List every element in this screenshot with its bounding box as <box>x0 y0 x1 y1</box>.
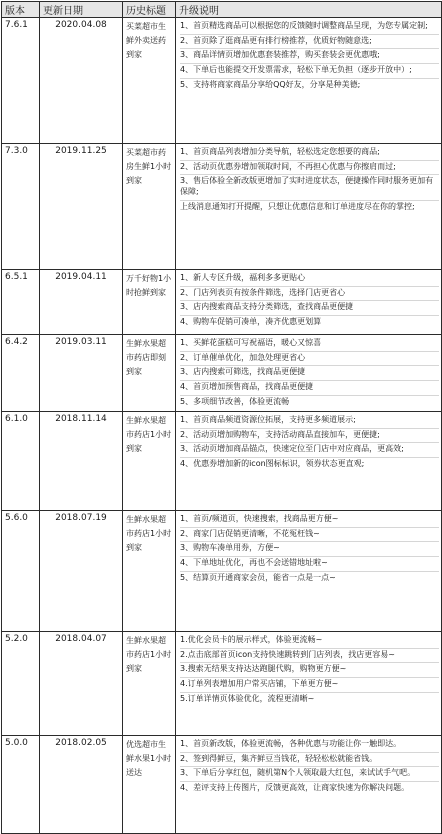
note-item: 2、商家门店促销更清晰，不花冤枉钱~ <box>180 528 439 543</box>
note-item: 2.点击底部首页icon支持快速跳转到门店列表，找店更容易~ <box>180 649 439 664</box>
note-item: 1.优化会员卡的展示样式，体验更流畅~ <box>180 634 439 649</box>
note-item: 2、活动页优惠券增加领取时间，不再担心优惠与你擦肩而过; <box>180 161 439 176</box>
note-item: 1、首页商品列表增加分类导航，轻松选定您想要的商品; <box>180 146 439 161</box>
note-item: 1、首页新改版，体验更流畅，各种优惠与功能让你一触即达。 <box>180 738 439 753</box>
date-cell: 2019.04.11 <box>40 270 123 335</box>
title-cell: 优选超市生鲜水果1小时送达 <box>123 736 176 834</box>
title-cell: 生鲜水果超市药店1小时到家 <box>123 632 176 736</box>
note-item: 3、活动页增加商品锚点，快速定位至门店中对应商品，更高效; <box>180 443 439 458</box>
note-item: 3、商品详情页增加优惠套装推荐，购买套装会更优惠哦; <box>180 49 439 64</box>
note-item: 4.订单列表增加用户常买店铺，下单更方便~ <box>180 678 439 693</box>
notes-cell <box>176 270 442 335</box>
table-row <box>2 632 442 736</box>
version-cell: 7.3.0 <box>2 144 40 270</box>
table-row <box>2 335 442 412</box>
note-item: 2、门店列表页有按条件筛选，选择门店更省心 <box>180 287 439 302</box>
note-item: 3、下单后分享红包，随机第N个人领取最大红包，来试试手气吧。 <box>180 767 439 782</box>
header-date: 更新日期 <box>40 2 123 18</box>
note-item: 3.搜索无结果支持达达跑腿代购，购物更方便~ <box>180 663 439 678</box>
note-item: 5.订单详情页体验优化，流程更清晰~ <box>180 693 315 703</box>
note-item: 2、活动页增加购物车，支持活动商品直接加车，更便捷; <box>180 429 439 444</box>
notes-cell <box>176 511 442 632</box>
note-item: 3、售后体验全新改版更增加了实时进度状态，便捷操作同时服务更加有保障; <box>180 175 439 200</box>
title-cell: 买菜超市生鲜外卖送药到家 <box>123 18 176 144</box>
title-cell: 买菜超市药房生鲜1小时到家 <box>123 144 176 270</box>
note-item: 2、签到得鲜豆，集齐鲜豆当钱花，轻轻松松就能省钱。 <box>180 753 439 768</box>
date-cell: 2018.11.14 <box>40 412 123 511</box>
date-cell: 2018.02.05 <box>40 736 123 834</box>
notes-cell <box>176 335 442 412</box>
note-item: 4、下单地址优化，再也不会送错地址啦~ <box>180 557 439 572</box>
header-title: 历史标题 <box>123 2 176 18</box>
table-row <box>2 412 442 511</box>
version-cell: 7.6.1 <box>2 18 40 144</box>
note-item: 4、购物车促销可凑单，凑齐优惠更划算 <box>180 317 322 327</box>
title-cell: 生鲜水果超市药店1小时到家 <box>123 511 176 632</box>
header-notes: 升级说明 <box>176 2 442 18</box>
title-cell: 生鲜水果超市药店1小时到家 <box>123 412 176 511</box>
note-item: 上线消息通知打开提醒，只想让优惠信息和订单进度尽在你的掌控; <box>180 201 415 211</box>
table-row <box>2 511 442 632</box>
date-cell: 2019.03.11 <box>40 335 123 412</box>
table-row <box>2 270 442 335</box>
date-cell: 2018.04.07 <box>40 632 123 736</box>
notes-cell <box>176 632 442 736</box>
notes-cell <box>176 144 442 270</box>
title-cell: 万千好物1小时抢鲜到家 <box>123 270 176 335</box>
version-cell: 6.5.1 <box>2 270 40 335</box>
note-item: 1、首页精选商品可以根据您的反馈随时调整商品呈现，为您专属定制; <box>180 20 439 35</box>
note-item: 1、买鲜花蛋糕可写祝福语，暖心又惊喜 <box>180 337 439 352</box>
notes-cell <box>176 736 442 834</box>
note-item: 2、订单催单优化，加急处理更省心 <box>180 352 439 367</box>
table-row <box>2 18 442 144</box>
note-item: 4、下单后也能提交开发票需求，轻松下单无负担（逐步开放中）; <box>180 64 439 79</box>
table-row <box>2 736 442 834</box>
note-item: 4、优惠券增加新的icon图标标识，领券状态更直观; <box>180 459 365 469</box>
note-item: 2、首页除了逛商品更有排行榜推荐，优质好物随意选; <box>180 35 439 50</box>
note-item: 1、首页/频道页，快速搜索，找商品更方便~ <box>180 513 439 528</box>
header-version: 版本 <box>2 2 40 18</box>
table-row <box>2 144 442 270</box>
release-notes-table <box>1 1 442 834</box>
version-cell: 6.1.0 <box>2 412 40 511</box>
title-cell: 生鲜水果超市药店即刻到家 <box>123 335 176 412</box>
table-header-row <box>2 2 442 18</box>
version-cell: 5.0.0 <box>2 736 40 834</box>
note-item: 5、支持将商家商品分享给QQ好友，分享是种美德; <box>180 79 361 89</box>
version-cell: 5.6.0 <box>2 511 40 632</box>
note-item: 3、购物车凑单用券，方便~ <box>180 542 439 557</box>
note-item: 1、首页商品频道资源位拓展，支持更多频道展示; <box>180 414 439 429</box>
date-cell: 2020.04.08 <box>40 18 123 144</box>
date-cell: 2018.07.19 <box>40 511 123 632</box>
note-item: 5、多项细节改善，体验更流畅 <box>180 396 290 406</box>
notes-cell <box>176 18 442 144</box>
version-cell: 6.4.2 <box>2 335 40 412</box>
note-item: 4、差评支持上传图片，反馈更高效，让商家快速为你解决问题。 <box>180 783 410 793</box>
note-item: 3、店内搜索可筛选，找商品更便捷 <box>180 366 439 381</box>
note-item: 3、店内搜索商品支持分类筛选，查找商品更便捷 <box>180 301 439 316</box>
note-item: 1、新人专区升级，福利多多更贴心 <box>180 272 439 287</box>
version-cell: 5.2.0 <box>2 632 40 736</box>
note-item: 5、结算页开通商家会员，能省一点是一点~ <box>180 572 336 582</box>
date-cell: 2019.11.25 <box>40 144 123 270</box>
notes-cell <box>176 412 442 511</box>
note-item: 4、首页增加预售商品，找商品更便捷 <box>180 381 439 396</box>
